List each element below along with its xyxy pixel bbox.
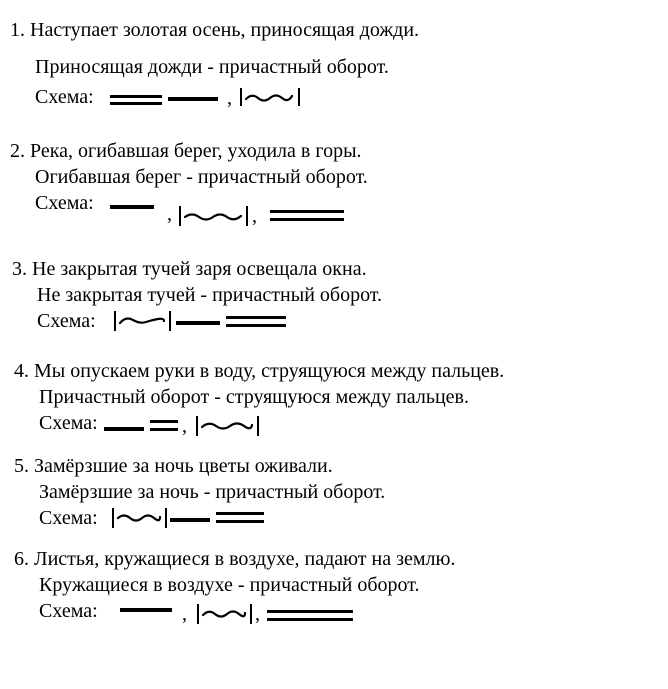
phrase-boundary (165, 508, 167, 528)
explanation-2: Огибавшая берег - причастный оборот. (35, 166, 368, 188)
explanation-6: Кружащиеся в воздухе - причастный оборот. (39, 574, 420, 596)
phrase-boundary (250, 604, 252, 624)
phrase-boundary (112, 508, 114, 528)
predicate-line (267, 610, 353, 613)
subject-line (176, 321, 220, 325)
scheme-label-3: Схема: (37, 310, 96, 332)
phrase-boundary (114, 311, 116, 331)
subject-line (120, 608, 172, 612)
comma: , (255, 603, 260, 625)
phrase-boundary (298, 88, 300, 106)
sentence-2: 2. Река, огибавшая берег, уходила в горы. (10, 140, 362, 162)
subject-line (168, 97, 218, 101)
scheme-label-6: Схема: (39, 600, 98, 622)
participle-wavy-line (118, 315, 166, 327)
explanation-3: Не закрытая тучей - причастный оборот. (37, 284, 383, 306)
sentence-1: 1. Наступает золотая осень, приносящая дожди. (10, 19, 420, 41)
phrase-boundary (246, 206, 248, 226)
phrase-boundary (257, 416, 259, 436)
scheme-label-1: Схема: (35, 86, 94, 108)
explanation-5: Замёрзшие за ночь - причастный оборот. (39, 481, 386, 503)
predicate-line (270, 210, 344, 213)
sentence-6: 6. Листья, кружащиеся в воздухе, падают на землю. (14, 548, 456, 570)
scheme-label-2: Схема: (35, 192, 94, 214)
predicate-line (110, 102, 162, 105)
phrase-boundary (197, 604, 199, 624)
phrase-boundary (179, 206, 181, 226)
phrase-boundary (169, 311, 171, 331)
predicate-line (267, 618, 353, 621)
comma: , (182, 603, 187, 625)
participle-wavy-line (116, 512, 162, 524)
scheme-label-4: Схема: (39, 412, 98, 434)
predicate-line (216, 520, 264, 523)
predicate-line (270, 218, 344, 221)
comma: , (182, 415, 187, 437)
predicate-line (216, 512, 264, 515)
participle-wavy-line (201, 608, 247, 620)
explanation-4: Причастный оборот - струящуюся между пальцев. (39, 386, 469, 408)
comma: , (227, 87, 232, 109)
participle-wavy-line (183, 211, 243, 223)
predicate-line (226, 324, 286, 327)
phrase-boundary (196, 416, 198, 436)
participle-wavy-line (244, 92, 294, 104)
sentence-3: 3. Не закрытая тучей заря освещала окна. (12, 258, 367, 280)
sentence-5: 5. Замёрзшие за ночь цветы оживали. (14, 455, 333, 477)
predicate-line (150, 428, 178, 431)
participle-wavy-line (200, 420, 254, 432)
predicate-line (150, 420, 178, 423)
scheme-label-5: Схема: (39, 507, 98, 529)
subject-line (110, 205, 154, 209)
comma: , (167, 203, 172, 225)
predicate-line (110, 95, 162, 98)
phrase-boundary (240, 88, 242, 106)
subject-line (104, 427, 144, 431)
explanation-1: Приносящая дожди - причастный оборот. (35, 56, 389, 78)
sentence-4: 4. Мы опускаем руки в воду, струящуюся между пальцев. (14, 360, 505, 382)
predicate-line (226, 316, 286, 319)
comma: , (252, 205, 257, 227)
subject-line (170, 518, 210, 522)
